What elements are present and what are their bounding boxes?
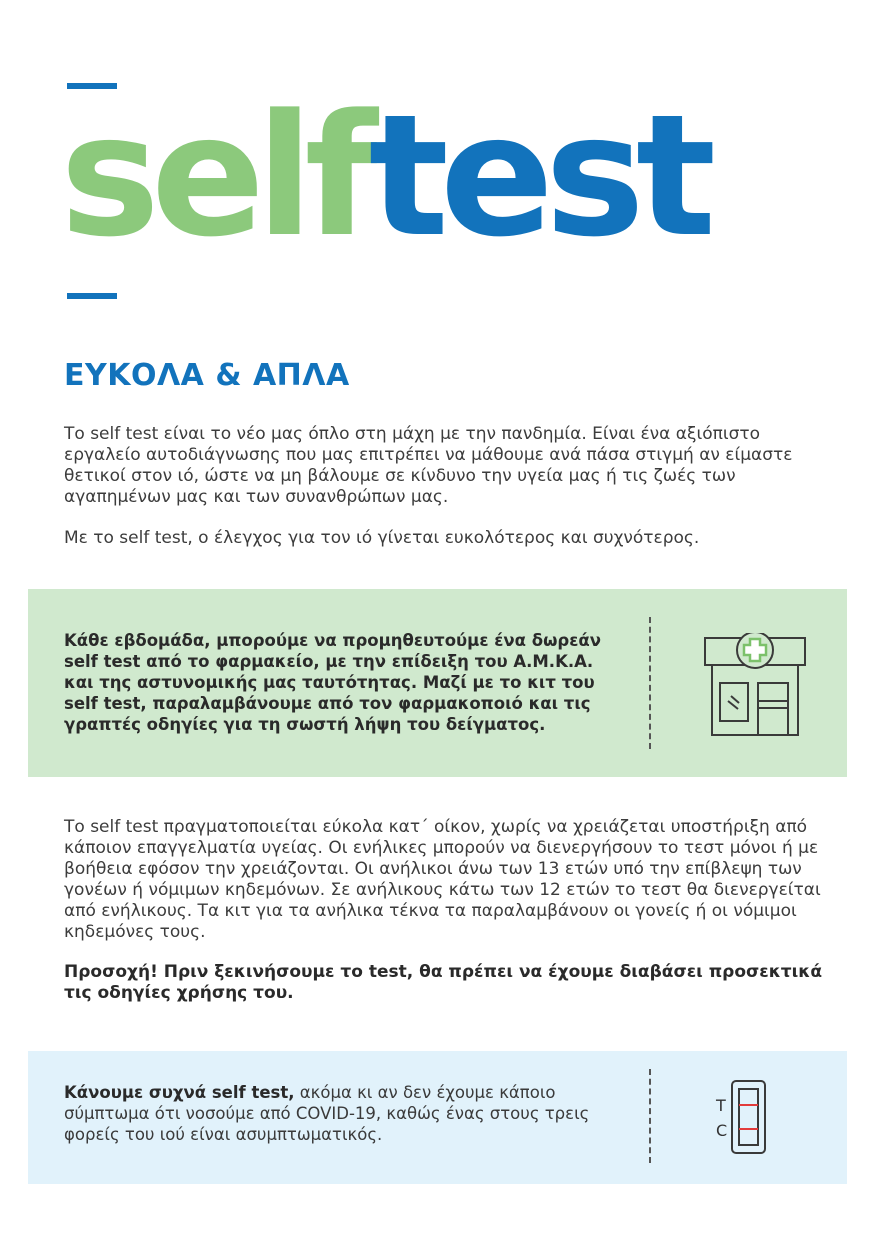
test-line-label: T bbox=[716, 1096, 726, 1115]
pharmacy-icon bbox=[704, 633, 808, 739]
pharmacy-info-text: Κάθε εβδομάδα, μπορούμε να προμηθευτούμε ένα δωρεάν self test από το φαρμακείο, με την επίδειξη του Α.Μ.Κ.Α. και της αστυνομικής μας ταυτότητας. Μαζί με το κιτ του self test, παραλαμβάνουμε από τον φαρμακοποιό και τις γραπτές οδηγίες για τη σωστή λήψη του δείγματος. bbox=[64, 631, 601, 734]
intro-paragraph: Το self test είναι το νέο μας όπλο στη μάχη με την πανδημία. Είναι ένα αξιόπιστο εργαλείο αυτοδιάγνωσης που μας επιτρέπει να μάθουμε ανά πάσα στιγμή αν είμαστε θετικοί στον ιό, ώστε να μη βάλουμε σε κίνδυνο την υγεία μας ή τις ζωές των αγαπημένων μας και των συνανθρώπων μας. bbox=[64, 424, 793, 507]
logo-test: test bbox=[368, 78, 708, 274]
bottom-accent-bar bbox=[67, 293, 117, 299]
home-test-paragraph: Το self test πραγματοποιείται εύκολα κατ΄ οίκον, χωρίς να χρειάζεται υποστήριξη από κάποιον επαγγελματία υγείας. Οι ενήλικες μπορούν να διενεργήσουν το τεστ μόνοι ή με βοήθεια εφόσον την χρειάζονται. Οι ανήλικοι άνω των 13 ετών υπό την επίβλεψη των γονέων ή νόμιμων κηδεμόνων. Σε ανήλικους κάτω των 12 ετών το τεστ θα διενεργείται από ενήλικους. Τα κιτ για τα ανήλικα τέκνα τα παραλαμβάνουν οι γονείς ή οι νόμιμοι κηδεμόνες τους. bbox=[64, 817, 821, 942]
pharmacy-divider bbox=[649, 617, 651, 749]
frequency-info-text bbox=[64, 1082, 594, 1145]
section-heading: ΕΥΚΟΛΑ & ΑΠΛΑ bbox=[64, 358, 350, 393]
warning-paragraph: Προσοχή! Πριν ξεκινήσουμε το test, θα πρέπει να έχουμε διαβάσει προσεκτικά τις οδηγίες χρήσης του. bbox=[64, 962, 823, 1003]
control-line-label: C bbox=[716, 1121, 728, 1140]
logo-self: self bbox=[60, 78, 369, 274]
frequency-info-box bbox=[28, 1051, 847, 1184]
test-cassette-icon bbox=[712, 1079, 772, 1157]
intro-second-paragraph: Με το self test, ο έλεγχος για τον ιό γίνεται ευκολότερος και συχνότερος. bbox=[64, 528, 700, 548]
frequency-divider bbox=[649, 1069, 651, 1163]
frequency-bold-lead: Κάνουμε συχνά self test, bbox=[64, 1083, 295, 1102]
pharmacy-info-box bbox=[28, 589, 847, 777]
frequency-body: ακόμα κι αν δεν έχουμε κάποιο σύμπτωμα ότι νοσούμε από COVID-19, καθώς ένας στους τρεις φορείς του ιού είναι ασυμπτωματικός. bbox=[64, 1083, 590, 1144]
selftest-logo bbox=[60, 78, 708, 274]
